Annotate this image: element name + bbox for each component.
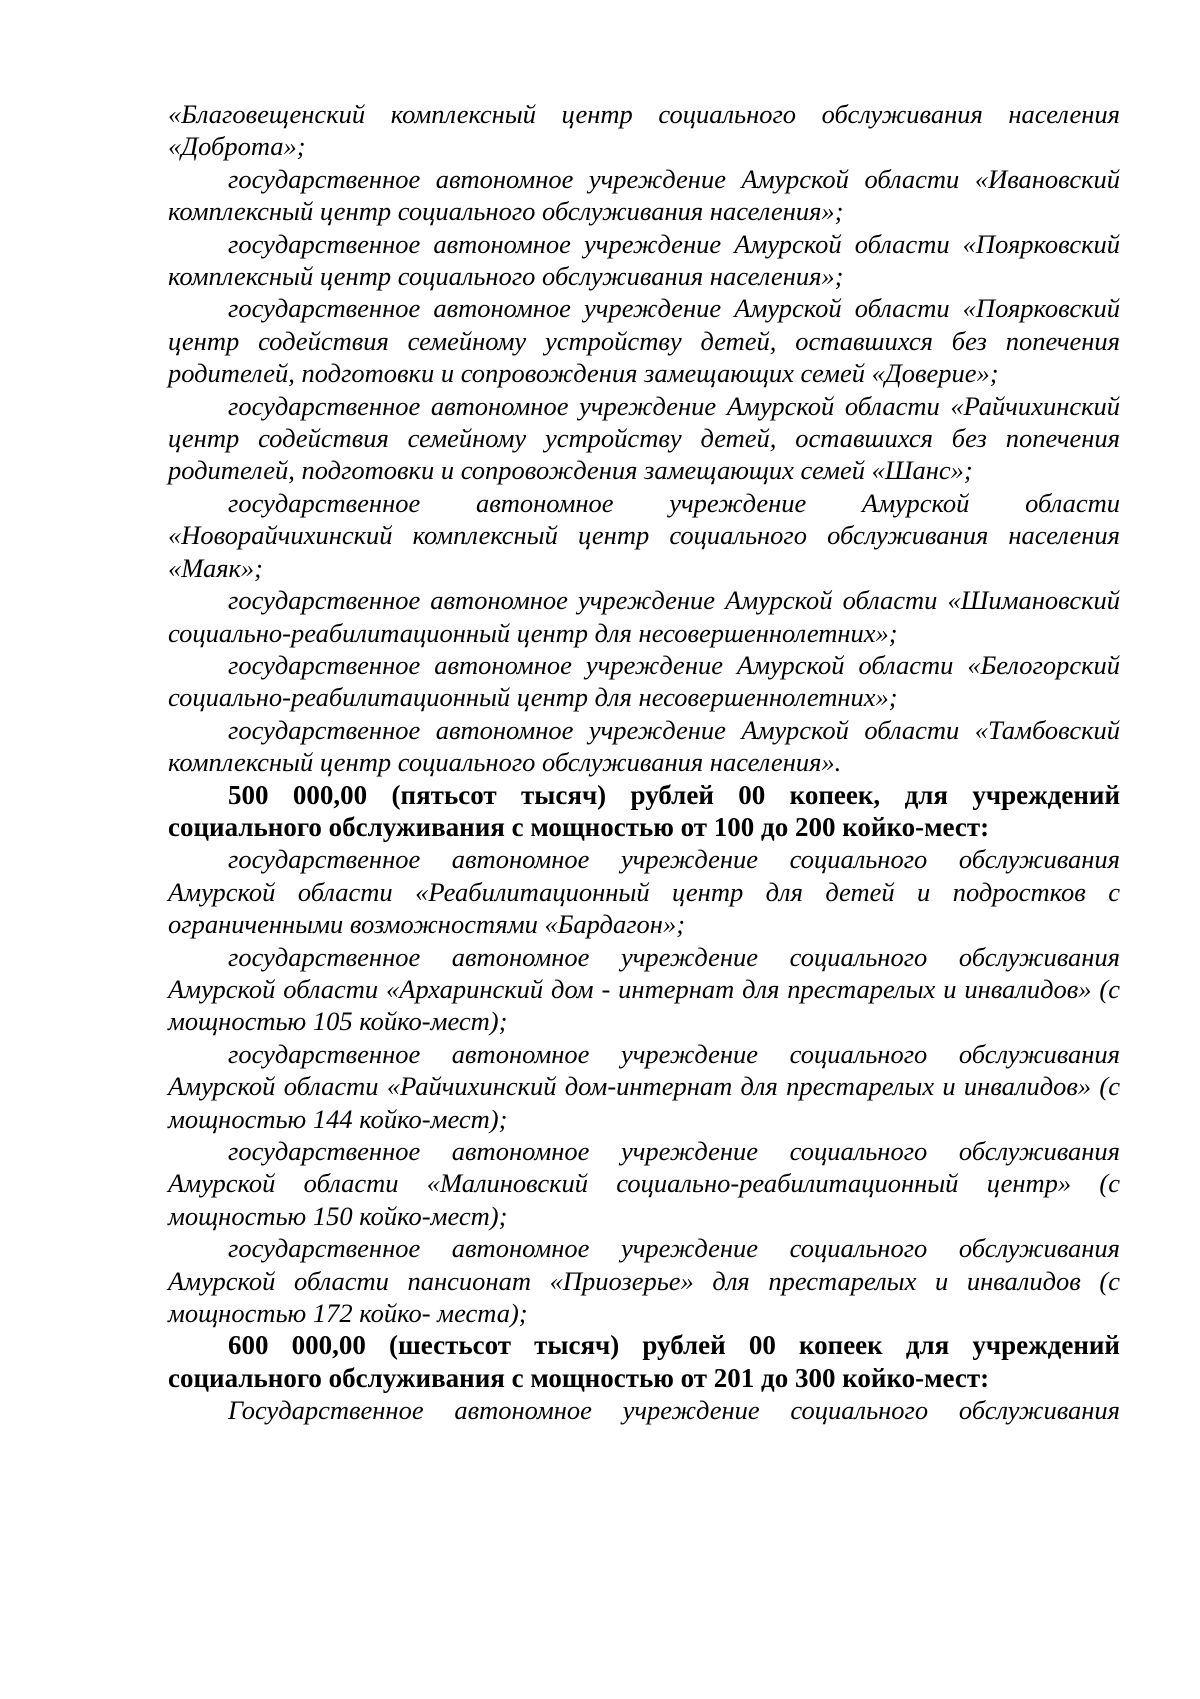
list-item: государственное автономное учреждение Амурской области «Тамбовский комплексный центр социального обслуживания населения».: [168, 714, 1120, 778]
list-item: «Благовещенский комплексный центр социального обслуживания населения «Доброта»;: [168, 99, 1120, 162]
list-item: государственное автономное учреждение Амурской области «Поярковский комплексный центр социального обслуживания населения»;: [168, 228, 1120, 292]
list-item: государственное автономное учреждение Амурской области «Поярковский центр содействия семейному устройству детей, оставшихся без попечения родителей, подготовки и сопровождения замещающих семей «Доверие»;: [168, 293, 1120, 389]
list-item: Государственное автономное учреждение социального обслуживания: [228, 1395, 1120, 1426]
document-page: [168, 98, 1120, 1427]
list-item: государственное автономное учреждение социального обслуживания Амурской области пансионат «Приозерье» для престарелых и инвалидов (с мощностью 172 койко- места);: [168, 1233, 1120, 1329]
list-item: государственное автономное учреждение Амурской области «Новорайчихинский комплексный центр социального обслуживания населения «Маяк»;: [168, 487, 1120, 583]
list-item: государственное автономное учреждение социального обслуживания Амурской области «Райчихинский дом-интернат для престарелых и инвалидов» (с мощностью 144 койко-мест);: [168, 1038, 1120, 1134]
list-item: государственное автономное учреждение Амурской области «Райчихинский центр содействия семейному устройству детей, оставшихся без попечения родителей, подготовки и сопровождения замещающих семей «Шанс»;: [168, 390, 1120, 486]
list-item: государственное автономное учреждение Амурской области «Ивановский комплексный центр социального обслуживания населения»;: [168, 163, 1120, 227]
list-item: государственное автономное учреждение Амурской области «Белогорский социально-реабилитационный центр для несовершеннолетних»;: [168, 649, 1120, 713]
list-item: государственное автономное учреждение социального обслуживания Амурской области «Малиновский социально-реабилитационный центр» (с мощностью 150 койко-мест);: [168, 1136, 1120, 1231]
list-item: государственное автономное учреждение Амурской области «Шимановский социально-реабилитационный центр для несовершеннолетних»;: [168, 585, 1120, 648]
section-heading: 500 000,00 (пятьсот тысяч) рублей 00 копеек, для учреждений социального обслуживания с мощностью от 100 до 200 койко-мест:: [168, 779, 1120, 842]
section-heading: 600 000,00 (шестьсот тысяч) рублей 00 копеек для учреждений социального обслуживания с мощностью от 201 до 300 койко-мест:: [168, 1330, 1120, 1393]
list-item: государственное автономное учреждение социального обслуживания Амурской области «Архаринский дом - интернат для престарелых и инвалидов» (с мощностью 105 койко-мест);: [168, 941, 1120, 1037]
list-item: государственное автономное учреждение социального обслуживания Амурской области «Реабилитационный центр для детей и подростков с ограниченными возможностями «Бардагон»;: [168, 844, 1120, 940]
